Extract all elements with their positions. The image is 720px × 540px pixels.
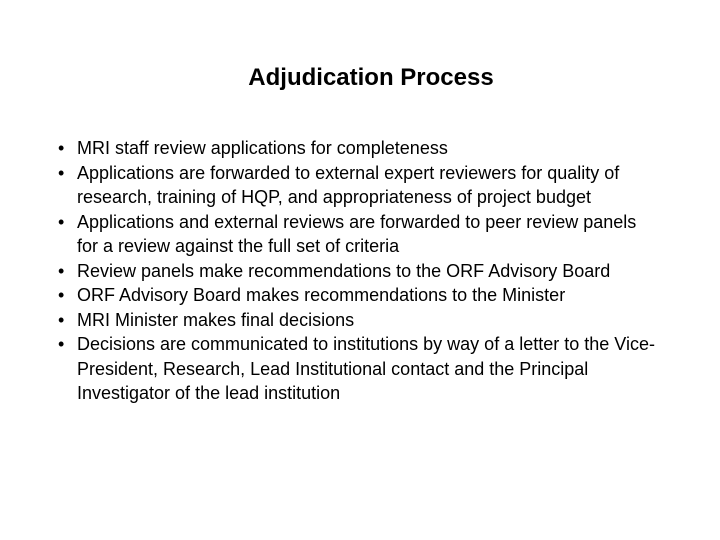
bullet-text: ORF Advisory Board makes recommendations to the Minister xyxy=(77,285,566,305)
bullet-icon: • xyxy=(58,211,65,232)
bullet-text: Review panels make recommendations to the ORF Advisory Board xyxy=(77,260,611,281)
bullet-list xyxy=(58,136,658,406)
slide-title: Adjudication Process xyxy=(248,64,494,91)
list-item xyxy=(58,332,658,406)
list-item xyxy=(58,210,658,259)
bullet-icon: • xyxy=(58,309,65,330)
list-item xyxy=(58,308,658,333)
bullet-icon: • xyxy=(58,260,65,281)
bullet-icon: • xyxy=(58,138,65,158)
bullet-text: Decisions are communicated to institutions by way of a letter to the Vice-President, Research, Lead Institutional contact and the Principal Investigator of the lead institution xyxy=(77,334,655,403)
bullet-icon: • xyxy=(58,162,65,183)
list-item xyxy=(58,136,658,161)
bullet-icon: • xyxy=(58,285,65,305)
bullet-text: MRI Minister makes final decisions xyxy=(77,309,355,330)
list-item xyxy=(58,283,658,308)
list-item xyxy=(58,259,658,284)
bullet-text: Applications and external reviews are forwarded to peer review panels for a review against the full set of criteria xyxy=(77,211,637,256)
bullet-text: MRI staff review applications for completeness xyxy=(77,138,448,158)
list-item xyxy=(58,161,658,210)
bullet-icon: • xyxy=(58,334,65,354)
bullet-text: Applications are forwarded to external expert reviewers for quality of research, training of HQP, and appropriateness of project budget xyxy=(77,162,620,207)
